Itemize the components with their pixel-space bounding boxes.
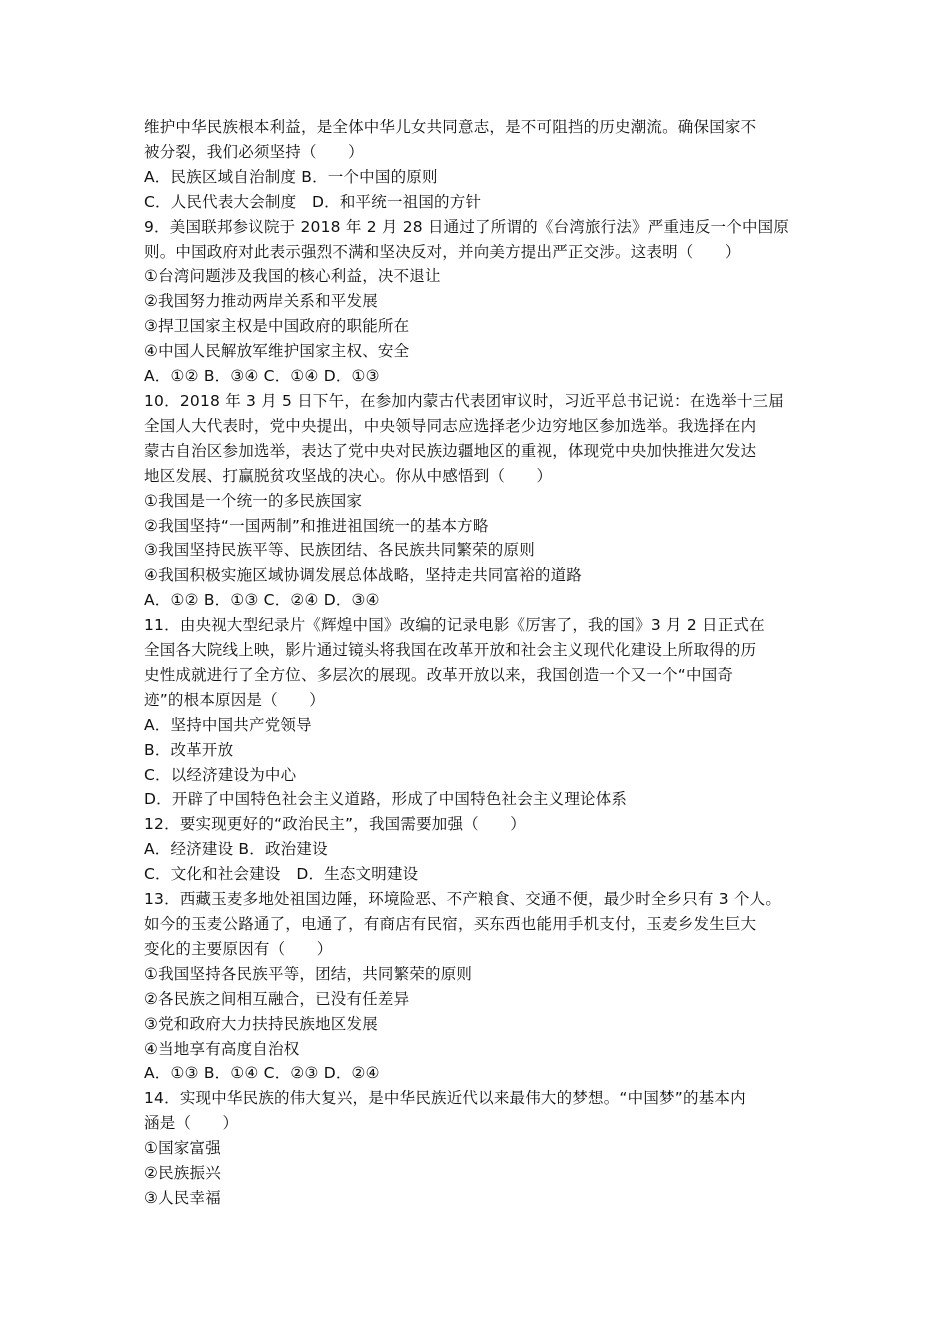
text-line: 10．2018 年 3 月 5 日下午，在参加内蒙古代表团审议时，习近平总书记说：在选举十三届 <box>144 391 784 410</box>
text-line: C．人民代表大会制度 D．和平统一祖国的方针 <box>144 192 482 211</box>
document-body <box>144 115 816 1211</box>
text-line: 迹”的根本原因是（ ） <box>144 690 325 709</box>
text-line: 被分裂，我们必须坚持（ ） <box>144 142 364 161</box>
text-line: 12．要实现更好的“政治民主”，我国需要加强（ ） <box>144 815 526 834</box>
text-line: ②我国努力推动两岸关系和平发展 <box>144 292 378 311</box>
text-line: C．文化和社会建设 D．生态文明建设 <box>144 865 419 884</box>
text-line: ④中国人民解放军维护国家主权、安全 <box>144 342 410 361</box>
text-line: ④我国积极实施区域协调发展总体战略，坚持走共同富裕的道路 <box>144 566 582 585</box>
text-line: ③捍卫国家主权是中国政府的职能所在 <box>144 317 410 336</box>
text-line: ③我国坚持民族平等、民族团结、各民族共同繁荣的原则 <box>144 541 535 560</box>
text-line: B．改革开放 <box>144 740 234 759</box>
text-line: C．以经济建设为中心 <box>144 765 297 784</box>
text-line: ①我国是一个统一的多民族国家 <box>144 491 363 510</box>
text-line: D．开辟了中国特色社会主义道路，形成了中国特色社会主义理论体系 <box>144 790 628 809</box>
text-line: A．坚持中国共产党领导 <box>144 715 312 734</box>
text-line: A．民族区域自治制度 B．一个中国的原则 <box>144 167 438 186</box>
text-line: 史性成就进行了全方位、多层次的展现。改革开放以来，我国创造一个又一个“中国奇 <box>144 665 734 684</box>
text-line: 涵是（ ） <box>144 1114 239 1133</box>
text-line: ④当地享有高度自治权 <box>144 1039 300 1058</box>
text-line: 蒙古自治区参加选举，表达了党中央对民族边疆地区的重视，体现党中央加快推进欠发达 <box>144 441 757 460</box>
text-line: 变化的主要原因有（ ） <box>144 939 333 958</box>
text-line: A．①② B．③④ C．①④ D．①③ <box>144 367 380 386</box>
text-line: 全国人大代表时，党中央提出，中央领导同志应选择老少边穷地区参加选举。我选择在内 <box>144 416 757 435</box>
text-line: ①台湾问题涉及我国的核心利益，决不退让 <box>144 267 441 286</box>
text-line: 全国各大院线上映，影片通过镜头将我国在改革开放和社会主义现代化建设上所取得的历 <box>144 641 757 660</box>
text-line: A．①③ B．①④ C．②③ D．②④ <box>144 1064 380 1083</box>
text-line: 14．实现中华民族的伟大复兴，是中华民族近代以来最伟大的梦想。“中国梦”的基本内 <box>144 1089 746 1108</box>
text-line: ②各民族之间相互融合，已没有任差异 <box>144 989 410 1008</box>
text-line: A．经济建设 B．政治建设 <box>144 840 328 859</box>
text-line: ①我国坚持各民族平等，团结，共同繁荣的原则 <box>144 964 473 983</box>
text-line: ①国家富强 <box>144 1139 221 1158</box>
text-line: ③党和政府大力扶持民族地区发展 <box>144 1014 378 1033</box>
text-line: 地区发展、打赢脱贫攻坚战的决心。你从中感悟到（ ） <box>144 466 553 485</box>
text-line: 11．由央视大型纪录片《辉煌中国》改编的记录电影《厉害了，我的国》3 月 2 日正式在 <box>144 616 765 635</box>
text-line: ②民族振兴 <box>144 1164 221 1183</box>
text-line: 维护中华民族根本利益，是全体中华儿女共同意志，是不可阻挡的历史潮流。确保国家不 <box>144 118 757 136</box>
text-line: ②我国坚持“一国两制”和推进祖国统一的基本方略 <box>144 516 489 535</box>
text-line: A．①② B．①③ C．②④ D．③④ <box>144 591 380 610</box>
text-line: 则。中国政府对此表示强烈不满和坚决反对，并向美方提出严正交涉。这表明（ ） <box>144 242 741 261</box>
text-line: ③人民幸福 <box>144 1188 221 1207</box>
text-line: 如今的玉麦公路通了，电通了，有商店有民宿，买东西也能用手机支付，玉麦乡发生巨大 <box>144 915 757 933</box>
text-line: 13．西藏玉麦多地处祖国边陲，环境险恶、不产粮食、交通不便，最少时全乡只有 3 个人。 <box>144 890 782 909</box>
text-line: 9．美国联邦参议院于 2018 年 2 月 28 日通过了所谓的《台湾旅行法》严重违反一个中国原 <box>144 217 790 236</box>
